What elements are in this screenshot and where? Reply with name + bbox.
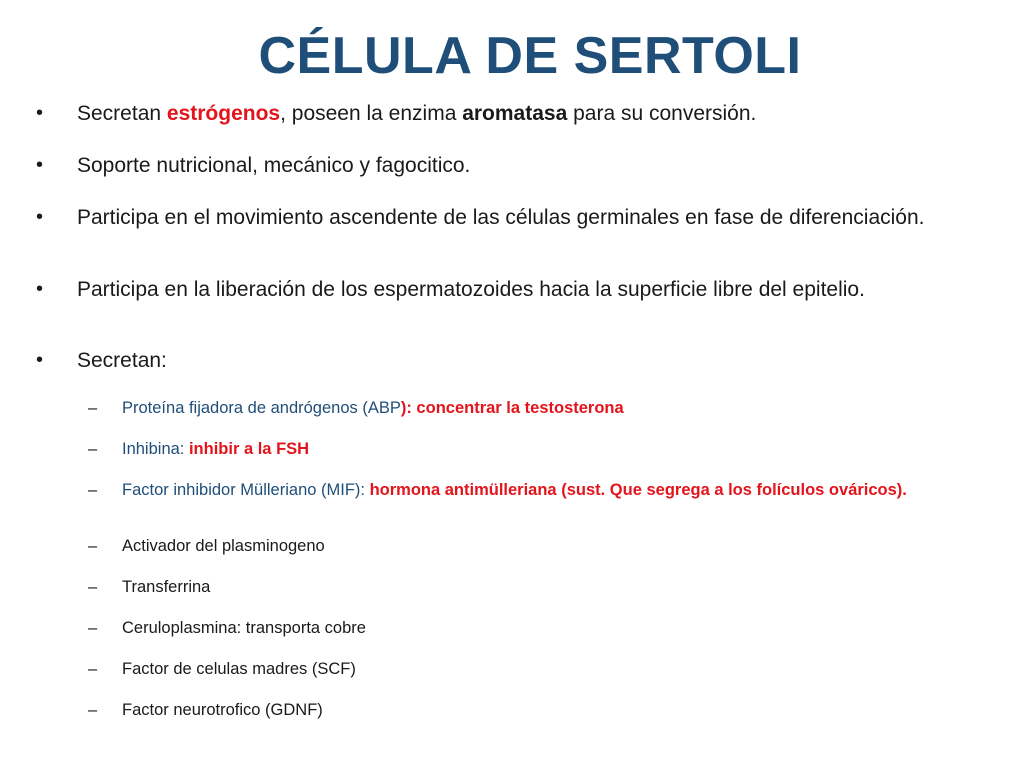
sub-item (88, 400, 986, 417)
bullet-item (36, 207, 986, 228)
sub-item-text (122, 579, 986, 596)
dash-glyph: – (88, 537, 98, 555)
text-run: Proteína fijadora de andrógenos (ABP (122, 399, 401, 417)
sub-item (88, 661, 986, 678)
sub-item-text (122, 400, 986, 417)
sub-item (88, 579, 986, 596)
sub-item (88, 620, 986, 637)
text-run: Activador del plasminogeno (122, 537, 325, 555)
bullet-glyph: • (36, 102, 44, 124)
dash-glyph: – (88, 660, 98, 678)
sub-item-text (122, 441, 986, 458)
slide-title: CÉLULA DE SERTOLI (258, 27, 802, 85)
text-run: Participa en la liberación de los espermatozoides hacia la superficie libre del epitelio. (77, 278, 865, 301)
bullet-text (77, 279, 986, 300)
sub-item (88, 441, 986, 458)
text-run: , poseen la enzima (280, 102, 463, 125)
text-run: inhibir a la FSH (188, 440, 310, 458)
text-run: Soporte nutricional, mecánico y fagocitico. (77, 154, 471, 177)
sub-item (88, 538, 986, 555)
text-run: Factor neurotrofico (GDNF) (122, 701, 323, 719)
text-run: para su conversión. (567, 102, 757, 125)
dash-glyph: – (88, 619, 98, 637)
dash-glyph: – (88, 481, 98, 499)
text-run: Secretan (77, 102, 167, 125)
sub-item-text (122, 482, 986, 499)
text-run: aromatasa (462, 102, 568, 125)
text-run: Inhibina: (122, 440, 189, 458)
sub-item (88, 482, 986, 499)
text-run: Ceruloplasmina: transporta cobre (122, 619, 366, 637)
dash-glyph: – (88, 578, 98, 596)
bullet-text (77, 103, 986, 124)
text-run: Secretan: (77, 349, 167, 372)
bullet-item (36, 350, 986, 371)
bullet-text (77, 350, 986, 371)
dash-glyph: – (88, 701, 98, 719)
bullet-item (36, 279, 986, 300)
sub-item-text (122, 620, 986, 637)
text-run: Participa en el movimiento ascendente de las células germinales en fase de diferenciación. (77, 206, 925, 229)
text-run: ): concentrar la testosterona (400, 399, 624, 417)
text-run: Transferrina (122, 578, 211, 596)
bullet-glyph: • (36, 349, 44, 371)
bullet-text (77, 207, 986, 228)
text-run: Factor inhibidor Mülleriano (MIF): (122, 481, 370, 499)
dash-glyph: – (88, 440, 98, 458)
bullet-glyph: • (36, 154, 44, 176)
text-run: estrógenos (166, 102, 281, 125)
bullet-item (36, 103, 986, 124)
sub-item-text (122, 538, 986, 555)
bullet-item (36, 155, 986, 176)
sub-item-text (122, 702, 986, 719)
bullet-glyph: • (36, 278, 44, 300)
bullet-text (77, 155, 986, 176)
dash-glyph: – (88, 399, 98, 417)
text-run: hormona antimülleriana (sust. Que segrega a los folículos ováricos). (369, 481, 907, 499)
sub-item (88, 702, 986, 719)
sub-item-text (122, 661, 986, 678)
bullet-glyph: • (36, 206, 44, 228)
text-run: Factor de celulas madres (SCF) (122, 660, 356, 678)
